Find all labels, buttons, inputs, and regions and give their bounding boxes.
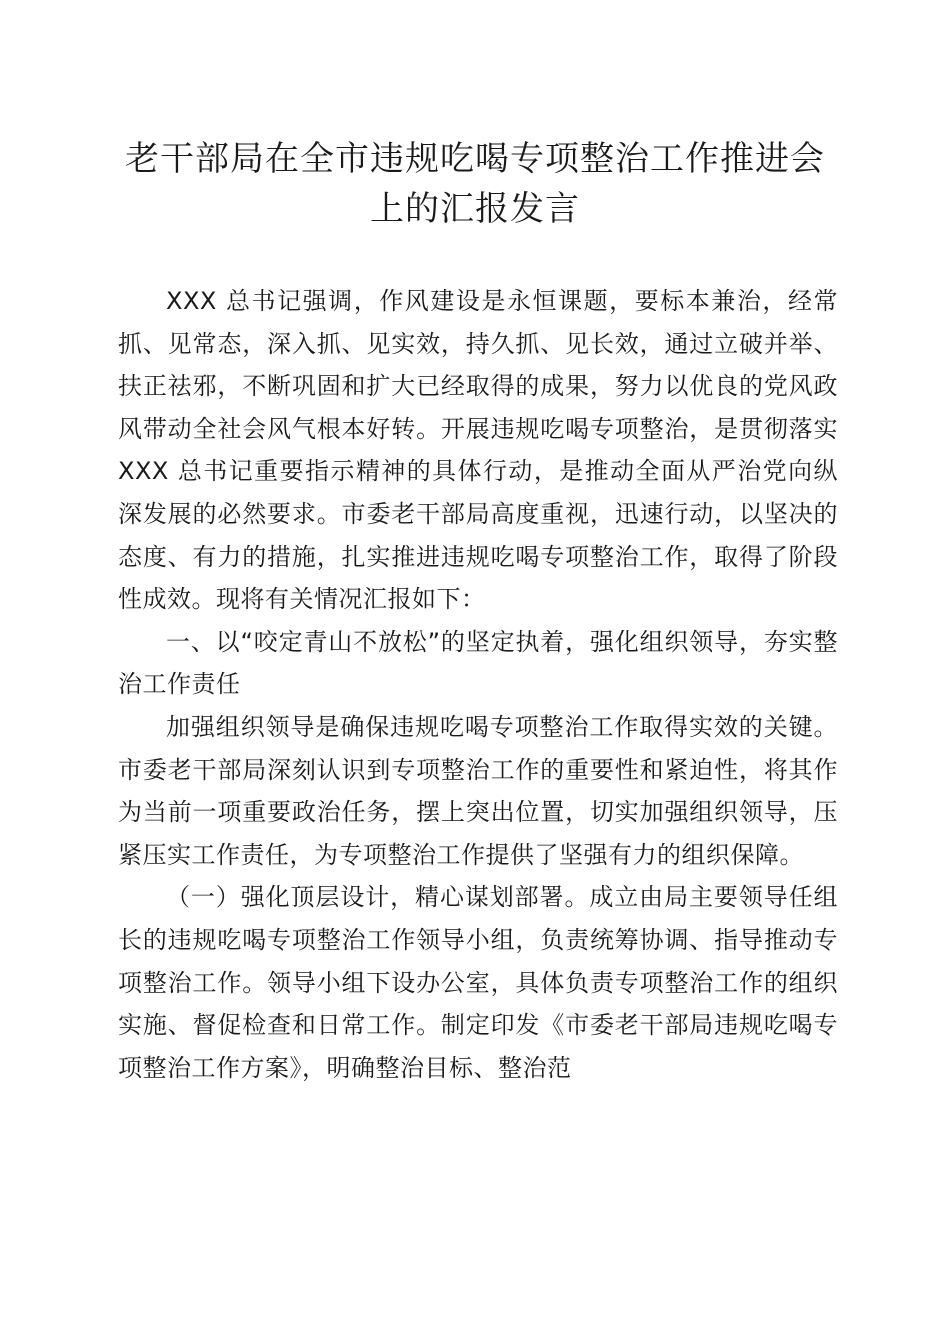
title-line-2: 上的汇报发言 (370, 189, 580, 229)
document-body (118, 280, 838, 1089)
section-heading-1: 一、以“咬定青山不放松”的坚定执着，强化组织领导，夯实整治工作责任 (118, 627, 838, 699)
title-line-1: 老干部局在全市违规吃喝专项整治工作推进会 (125, 139, 825, 179)
document-title (110, 134, 840, 234)
paragraph-subsection-1: （一）强化顶层设计，精心谋划部署。成立由局主要领导任组长的违规吃喝专项整治工作领导小组，负责统筹协调、指导推动专项整治工作。领导小组下设办公室，具体负责专项整治工作的组织实施、督促检查和日常工作。制定印发《市委老干部局违规吃喝专项整治工作方案》，明确整治目标、整治范 (118, 883, 838, 1082)
paragraph-section-1: 加强组织领导是确保违规吃喝专项整治工作取得实效的关键。市委老干部局深刻认识到专项整治工作的重要性和紧迫性，将其作为当前一项重要政治任务，摆上突出位置，切实加强组织领导，压紧压实工作责任，为专项整治工作提供了坚强有力的组织保障。 (118, 712, 838, 869)
paragraph-intro: XXX 总书记强调，作风建设是永恒课题，要标本兼治，经常抓、见常态，深入抓、见实效，持久抓、见长效，通过立破并举、扶正祛邪，不断巩固和扩大已经取得的成果，努力以优良的党风政风带动全社会风气根本好转。开展违规吃喝专项整治，是贯彻落实 XXX 总书记重要指示精神的具体行动，是推动全面从严治党向纵深发展的必然要求。市委老干部局高度重视，迅速行动，以坚决的态度、有力的措施，扎实推进违规吃喝专项整治工作，取得了阶段性成效。现将有关情况汇报如下： (118, 287, 838, 614)
